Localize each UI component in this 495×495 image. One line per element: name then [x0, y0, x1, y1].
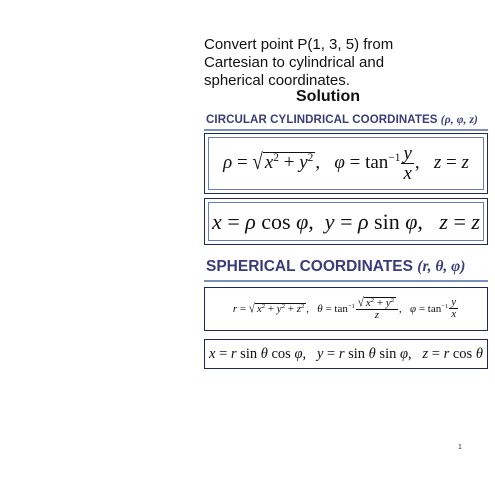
problem-line: Convert point P(1, 3, 5) from — [204, 36, 394, 53]
spherical-heading-vars: (r, θ, φ) — [417, 258, 466, 275]
problem-line: Cartesian to cylindrical and — [204, 54, 385, 71]
page-number: 1 — [458, 444, 462, 451]
cylindrical-heading — [206, 114, 478, 126]
spherical-formula-box-2 — [204, 339, 488, 369]
cylindrical-formula-box-1 — [204, 133, 488, 194]
spherical-from-formula: x = r sin θ cos φ, y = r sin θ sin φ, z = r cos θ — [209, 345, 483, 362]
cylindrical-from-formula: x = ρ cos φ, y = ρ sin φ, z = z — [212, 208, 480, 234]
cylindrical-formula-box-2 — [204, 198, 488, 245]
spherical-to-formula: r = √ $x^2 + y^2 + z^2$ , $\theta = \tan^{-1}$ $\frac{√ x^2 + y^2}{z}$ , $\varphi = \tan^{-1}$ $\frac{y}{x}$ — [232, 295, 457, 322]
cylindrical-formula-box-2-inner — [208, 202, 484, 241]
cylindrical-to-formula: ρ = √ $x^2 + y^2$ , $\varphi = \tan^{-1}$ $\frac{y}{x}$ , z = z — [223, 143, 469, 184]
cylindrical-formula-box-1-inner — [208, 137, 484, 190]
problem-line: spherical coordinates. — [204, 72, 350, 89]
spherical-formula-box-1 — [204, 287, 488, 331]
spherical-heading-rule — [204, 280, 488, 282]
cylindrical-heading-text: CIRCULAR CYLINDRICAL COORDINATES — [206, 114, 438, 126]
solution-title: Solution — [296, 88, 360, 105]
problem-statement — [204, 36, 464, 90]
cylindrical-heading-vars: (ρ, φ, z) — [440, 114, 478, 126]
cylindrical-heading-rule — [204, 129, 488, 131]
spherical-heading-text: SPHERICAL COORDINATES — [206, 258, 413, 275]
spherical-heading — [206, 258, 465, 276]
